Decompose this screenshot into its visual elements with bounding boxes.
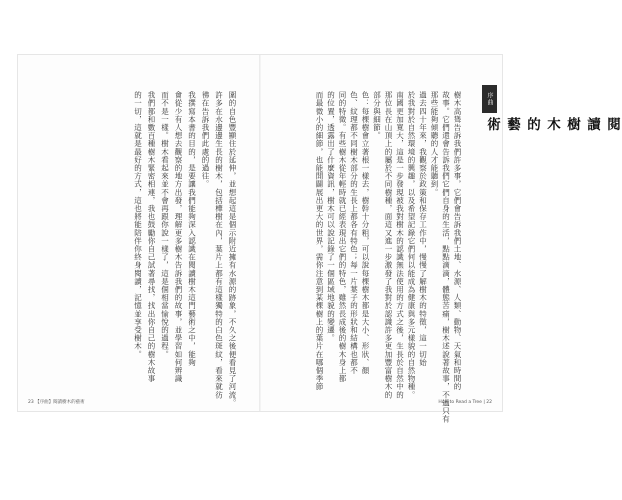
text-column: 過去四十年來，我觀察於政策和保存工作中，慢慢了解樹木的特徵，這一切始	[418, 91, 428, 367]
text-column: 色：每棵樹會立著根一樣去，樹幹十分粗，可以說每棵樹木都是大小、形狀、顏	[361, 91, 370, 375]
text-column: 而最微小的細節，也能開闢展出更大的世界，需你注意到某棵樹上的葉片在哪個季節	[315, 91, 324, 391]
text-column: 那位長在山頂上的屬於不同樹種，面這又進一步激發了我對於認識許多更加豐富樹木的	[384, 91, 393, 399]
left-page-footer: 23 【序曲】閱讀樹木的藝術	[28, 400, 85, 405]
right-page	[261, 55, 620, 424]
text-column: 那些能夠傾聽的人才能聽到。	[430, 91, 439, 197]
text-column: 許多在水邊邊生長的樹木，包括樺樹在內，葉片上都有這樣獨特的白色斑紋，看來就彷	[214, 91, 224, 399]
text-column: 我們都和數百種樹木緊密相連，我也鼓勵你自己試著尋找，找出你自己的樹木故事	[147, 91, 156, 383]
text-column: 南國更加寬大，這是一步發現被我對樹木的認識無法使用的方式之後，生長於自然中的	[395, 91, 405, 399]
left-page	[18, 55, 259, 411]
text-column: 彿在告訴我們此處的過往。	[201, 91, 210, 189]
text-column: 的一切，這就是最好的方式，這也將能陪伴你終身閱讀，記憶並享受樹木。	[133, 91, 143, 359]
text-column: 我撰寫本書的目的，是要讓我們能夠深入認識在閱讀樹木這門藝術之中，能夠	[187, 91, 197, 367]
chapter-tag: 序曲	[482, 85, 497, 113]
text-column: 圍的自色豐顯住於延伸，並想起這是個示附近擁有水源的跡象，不久之後便看見了河流。	[228, 91, 237, 407]
text-column: 的位置，透露出了什麼資訊，樹木可以說記錄了一個區域地貌的變遷。	[326, 91, 336, 343]
chapter-title: 閱讀樹木的藝術	[484, 117, 620, 133]
text-column: 樹木高聳告訴我們許多事，它們會告訴我們土地、水源、人類、動物、天氣和時間的	[453, 91, 462, 391]
text-column: 會從少有人想去觀察的地方出發，理解更多樹木告訴我們的故事，並學習如何辨識	[174, 91, 183, 383]
text-column: 色、紋理都不同樹木部分的生長上都各有特色；每一片葉子的形狀和結構也都不	[349, 91, 359, 375]
text-column: 故事。它們還會告訴我們它們自身的生活，點點滴滴，體態苦痛，樹木述說著故事，不過只有	[441, 91, 451, 424]
text-column: 而不是一樣。樹木看起來並不會再跟你說一樣了，這是個相當愉悅的過程。	[160, 91, 170, 359]
right-page-footer: How to Read a Tree | 22	[438, 400, 492, 405]
text-column: 於我對於自然環境的興趣，以及希望記錄它們何以能成為健康與多元樣貌的自然物種。	[407, 91, 416, 399]
text-column: 部分與細節。	[372, 91, 382, 140]
text-column: 同的特徵。有些樹木從年輕時就已經表現出它們的特色，雖然長成後的樹木身上都	[338, 91, 347, 383]
page-gutter	[259, 55, 261, 411]
